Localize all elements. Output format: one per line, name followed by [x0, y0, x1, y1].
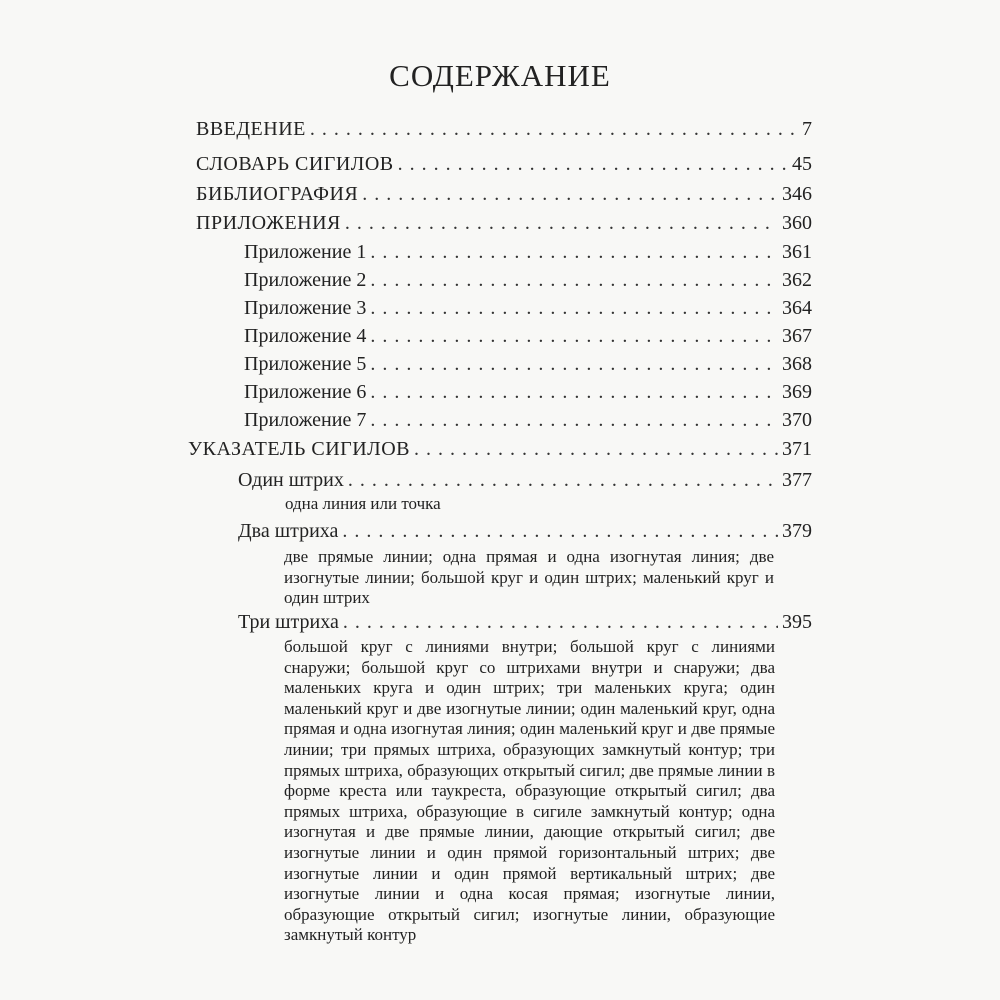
toc-entry-page: 45: [792, 153, 812, 175]
leader-dots: [345, 211, 778, 235]
toc-entry-page: 367: [782, 325, 812, 347]
toc-entry-label: Приложение 6: [244, 381, 367, 403]
toc-entry-label: ПРИЛОЖЕНИЯ: [196, 212, 341, 234]
two-strokes-description: две прямые линии; одна прямая и одна изогнутая линия; две изогнутые линии; большой круг и один штрих; маленький круг и один штрих: [284, 547, 774, 608]
one-stroke-description: одна линия или точка: [285, 494, 441, 513]
toc-entry-label: Приложение 2: [244, 269, 367, 291]
toc-entry-label: БИБЛИОГРАФИЯ: [196, 183, 359, 205]
toc-entry-label: Два штриха: [238, 520, 339, 542]
toc-entry-label: Приложение 1: [244, 241, 367, 263]
toc-entry-label: Приложение 7: [244, 409, 367, 431]
toc-entry-label: ВВЕДЕНИЕ: [196, 118, 306, 140]
leader-dots: [370, 296, 778, 320]
toc-entry-sigil-index[interactable]: [188, 437, 812, 461]
toc-entry-label: СЛОВАРЬ СИГИЛОВ: [196, 153, 394, 175]
leader-dots: [370, 380, 778, 404]
toc-entry-three-strokes[interactable]: [238, 610, 812, 634]
toc-entry-appendix-2[interactable]: [244, 268, 812, 292]
leader-dots: [370, 408, 778, 432]
toc-entry-label: Три штриха: [238, 611, 339, 633]
leader-dots: [370, 352, 778, 376]
toc-entry-page: 377: [782, 469, 812, 491]
toc-entry-page: 395: [782, 611, 812, 633]
leader-dots: [310, 117, 798, 141]
leader-dots: [362, 182, 778, 206]
toc-entry-appendix-7[interactable]: [244, 408, 812, 432]
toc-entry-page: 361: [782, 241, 812, 263]
toc-entry-sigil-dictionary[interactable]: [196, 152, 812, 176]
leader-dots: [398, 152, 788, 176]
toc-entry-page: 346: [782, 183, 812, 205]
toc-entry-page: 370: [782, 409, 812, 431]
leader-dots: [342, 519, 778, 543]
toc-entry-label: Приложение 3: [244, 297, 367, 319]
toc-entry-appendix-6[interactable]: [244, 380, 812, 404]
toc-entry-page: 369: [782, 381, 812, 403]
toc-entry-page: 368: [782, 353, 812, 375]
toc-entry-appendix-4[interactable]: [244, 324, 812, 348]
toc-entry-appendix-5[interactable]: [244, 352, 812, 376]
toc-entry-label: УКАЗАТЕЛЬ СИГИЛОВ: [188, 438, 411, 460]
leader-dots: [370, 324, 778, 348]
leader-dots: [370, 268, 778, 292]
toc-entry-page: 379: [782, 520, 812, 542]
three-strokes-description: большой круг с линиями внутри; большой круг с линиями снаружи; большой круг со штрихами внутри и снаружи; два маленьких круга и один штрих; три маленьких круга; один маленький круг и две изогнутые линии; один маленький круг, одна прямая и одна изогнутая линия; один маленький круг и две прямые линии; три прямых штриха, образующих замкнутый контур; три прямых штриха, образующих открытый сигил; две прямые линии в форме креста или таукреста, образующие открытый сигил; два прямых штриха, образующие в сигиле замкнутый контур; одна изогнутая и две прямые линии, дающие открытый сигил; две изогнутые линии и один прямой горизонтальный штрих; две изогнутые линии и один прямой вертикальный штрих; две изогнутые линии и одна косая прямая; изогнутые линии, образующие открытый сигил; изогнутые линии, образующие замкнутый контур: [284, 637, 775, 945]
toc-entry-appendices[interactable]: [196, 211, 812, 235]
toc-entry-appendix-3[interactable]: [244, 296, 812, 320]
toc-entry-page: 364: [782, 297, 812, 319]
page-title: СОДЕРЖАНИЕ: [389, 58, 611, 93]
toc-entry-page: 371: [782, 438, 812, 460]
toc-entry-page: 7: [802, 118, 812, 140]
toc-entry-introduction[interactable]: [196, 117, 812, 141]
toc-entry-bibliography[interactable]: [196, 182, 812, 206]
leader-dots: [343, 610, 778, 634]
leader-dots: [414, 437, 778, 461]
toc-entry-two-strokes[interactable]: [238, 519, 812, 543]
toc-entry-page: 360: [782, 212, 812, 234]
toc-entry-page: 362: [782, 269, 812, 291]
leader-dots: [348, 468, 778, 492]
toc-entry-label: Один штрих: [238, 469, 344, 491]
toc-entry-appendix-1[interactable]: [244, 240, 812, 264]
toc-entry-label: Приложение 5: [244, 353, 367, 375]
leader-dots: [370, 240, 778, 264]
toc-entry-one-stroke[interactable]: [238, 468, 812, 492]
toc-entry-label: Приложение 4: [244, 325, 367, 347]
